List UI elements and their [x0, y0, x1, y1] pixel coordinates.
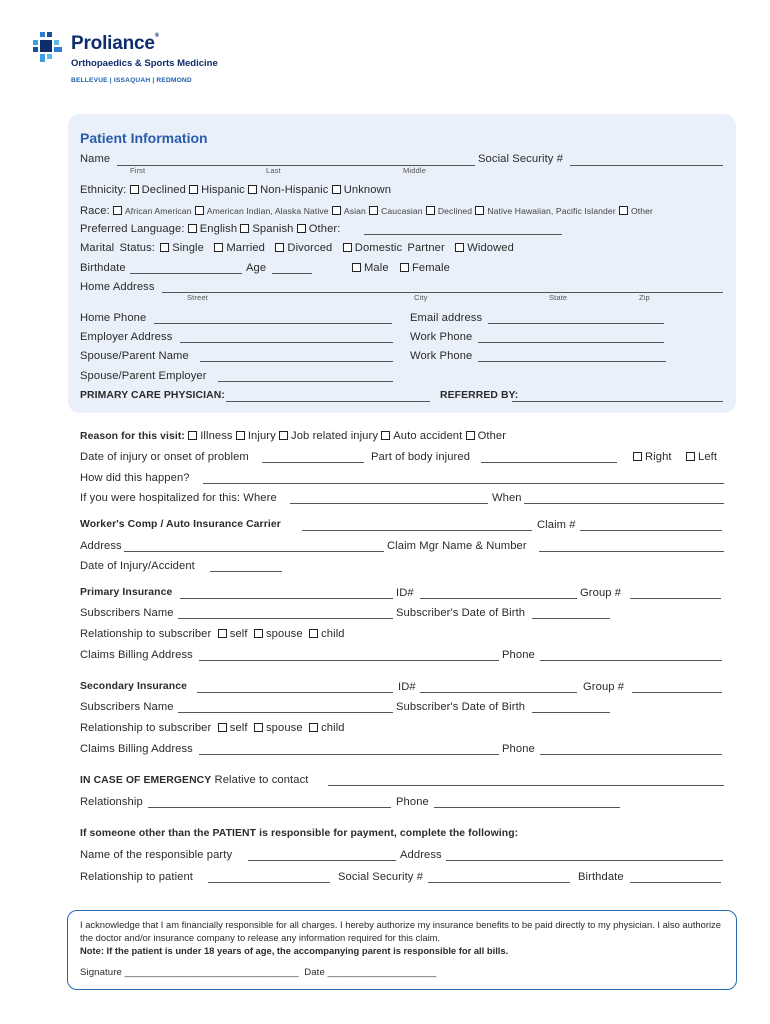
signature-field[interactable]: ________________________________ [124, 967, 299, 978]
acknowledgment-note: Note: If the patient is under 18 years of age, the accompanying parent is responsible for all bills. [80, 945, 509, 956]
language-other-option[interactable]: Other: [297, 223, 341, 235]
street-caption: Street [187, 293, 208, 302]
primary-relationship-row: Relationship to subscriber self spouse child [80, 628, 345, 640]
race-caucasian-option[interactable]: Caucasian [369, 206, 423, 216]
work-phone-field[interactable] [478, 342, 664, 343]
date-injury-label: Date of injury or onset of problem [80, 451, 249, 463]
race-asian-option[interactable]: Asian [332, 206, 366, 216]
primary-subscriber-label: Subscribers Name [80, 607, 174, 619]
responsible-name-label: Name of the responsible party [80, 849, 233, 861]
spouse-name-label: Spouse/Parent Name [80, 350, 189, 362]
primary-sub-dob-label: Subscriber's Date of Birth [396, 607, 526, 619]
language-english-option[interactable]: English [188, 223, 237, 235]
side-left-option[interactable]: Left [686, 451, 717, 463]
secondary-group-label: Group # [583, 681, 625, 693]
race-african-american-option[interactable]: African American [113, 206, 192, 216]
race-american-indian-option[interactable]: American Indian, Alaska Native [195, 206, 329, 216]
age-label: Age [246, 262, 267, 274]
emergency-relationship-label: Relationship [80, 796, 143, 808]
accident-date-label: Date of Injury/Accident [80, 560, 195, 572]
reason-illness-option[interactable]: Illness [188, 430, 232, 442]
how-happen-label: How did this happen? [80, 472, 190, 484]
age-field[interactable] [272, 273, 312, 274]
marital-domestic-partner-option[interactable]: Domestic Partner [343, 242, 445, 254]
claim-mgr-field[interactable] [539, 551, 724, 552]
state-caption: State [549, 293, 568, 302]
primary-sub-dob-field[interactable] [532, 618, 610, 619]
signature-date-field[interactable]: ____________________ [327, 967, 437, 978]
home-phone-field[interactable] [154, 323, 392, 324]
secondary-insurance-field[interactable] [197, 692, 393, 693]
claim-field[interactable] [580, 530, 722, 531]
reason-other-option[interactable]: Other [466, 430, 506, 442]
responsible-ssn-label: Social Security # [338, 871, 424, 883]
ssn-label: Social Security # [478, 153, 564, 165]
language-other-field[interactable] [364, 234, 562, 235]
sex-male-option[interactable]: Male [352, 262, 389, 274]
hospital-where-field[interactable] [290, 503, 488, 504]
carrier-label: Worker's Comp / Auto Insurance Carrier [80, 519, 281, 530]
referred-by-field[interactable] [512, 401, 723, 402]
secondary-group-field[interactable] [632, 692, 722, 693]
secondary-sub-dob-field[interactable] [532, 712, 610, 713]
primary-insurance-label: Primary Insurance [80, 587, 173, 598]
secondary-billing-label: Claims Billing Address [80, 743, 193, 755]
carrier-address-label: Address [80, 540, 122, 552]
carrier-address-field[interactable] [124, 551, 384, 552]
ethnicity-nonhispanic-option[interactable]: Non-Hispanic [248, 184, 328, 196]
responsible-name-field[interactable] [248, 860, 396, 861]
responsible-address-label: Address [400, 849, 442, 861]
reason-job-injury-option[interactable]: Job related injury [279, 430, 378, 442]
responsible-heading: If someone other than the PATIENT is responsible for payment, complete the following: [80, 828, 519, 839]
reason-row: Reason for this visit: Illness Injury Job related injury Auto accident Other [80, 430, 507, 442]
primary-id-field[interactable] [420, 598, 577, 599]
email-field[interactable] [488, 323, 664, 324]
marital-divorced-option[interactable]: Divorced [275, 242, 332, 254]
body-part-field[interactable] [481, 462, 617, 463]
spouse-work-phone-field[interactable] [478, 361, 666, 362]
language-row: Preferred Language: English Spanish Other: [80, 223, 341, 235]
brand-subtitle: Orthopaedics & Sports Medicine [71, 58, 218, 69]
marital-married-option[interactable]: Married [214, 242, 265, 254]
primary-rel-child-option[interactable]: child [309, 628, 345, 640]
home-address-label: Home Address [80, 281, 155, 293]
secondary-subscriber-label: Subscribers Name [80, 701, 174, 713]
secondary-relationship-row: Relationship to subscriber self spouse child [80, 722, 345, 734]
secondary-id-field[interactable] [420, 692, 577, 693]
secondary-rel-self-option[interactable]: self [218, 722, 248, 734]
work-phone-label: Work Phone [410, 331, 473, 343]
how-happen-field[interactable] [203, 483, 724, 484]
secondary-rel-spouse-option[interactable]: spouse [254, 722, 303, 734]
responsible-relationship-label: Relationship to patient [80, 871, 194, 883]
secondary-id-label: ID# [398, 681, 416, 693]
secondary-phone-field[interactable] [540, 754, 722, 755]
marital-widowed-option[interactable]: Widowed [455, 242, 514, 254]
emergency-row: IN CASE OF EMERGENCY Relative to contact [80, 774, 309, 786]
carrier-field[interactable] [302, 530, 532, 531]
spouse-name-field[interactable] [200, 361, 393, 362]
hospital-when-label: When [492, 492, 522, 504]
responsible-ssn-field[interactable] [428, 882, 570, 883]
race-row: Race: African American American Indian, Alaska Native Asian Caucasian Declined Native Hawaiian, Pacific Islander Other [80, 205, 653, 217]
emergency-phone-label: Phone [396, 796, 429, 808]
primary-group-label: Group # [580, 587, 622, 599]
language-spanish-option[interactable]: Spanish [240, 223, 293, 235]
employer-address-field[interactable] [180, 342, 393, 343]
sex-female-option[interactable]: Female [400, 262, 450, 274]
marital-single-option[interactable]: Single [160, 242, 204, 254]
ethnicity-unknown-option[interactable]: Unknown [332, 184, 391, 196]
patient-info-title: Patient Information [80, 130, 208, 146]
ethnicity-row: Ethnicity: Declined Hispanic Non-Hispanic Unknown [80, 184, 392, 196]
birthdate-field[interactable] [130, 273, 242, 274]
race-other-option[interactable]: Other [619, 206, 653, 216]
reason-injury-option[interactable]: Injury [236, 430, 276, 442]
brand-name: Proliance® [71, 33, 159, 54]
race-native-hawaiian-option[interactable]: Native Hawaiian, Pacific Islander [475, 206, 615, 216]
responsible-relationship-field[interactable] [208, 882, 330, 883]
ethnicity-hispanic-option[interactable]: Hispanic [189, 184, 245, 196]
marital-row: Marital Status: Single Married Divorced Domestic Partner Widowed [80, 242, 514, 254]
race-declined-option[interactable]: Declined [426, 206, 472, 216]
ssn-field[interactable] [570, 165, 723, 166]
emergency-contact-field[interactable] [328, 785, 724, 786]
primary-insurance-field[interactable] [180, 598, 393, 599]
secondary-rel-child-option[interactable]: child [309, 722, 345, 734]
reason-auto-option[interactable]: Auto accident [381, 430, 462, 442]
claim-mgr-label: Claim Mgr Name & Number [387, 540, 527, 552]
pcp-label: PRIMARY CARE PHYSICIAN: [80, 390, 225, 401]
last-caption: Last [266, 166, 281, 175]
primary-billing-field[interactable] [199, 660, 499, 661]
zip-caption: Zip [639, 293, 650, 302]
employer-address-label: Employer Address [80, 331, 173, 343]
primary-id-label: ID# [396, 587, 414, 599]
side-right-option[interactable]: Right [633, 451, 672, 463]
home-phone-label: Home Phone [80, 312, 147, 324]
hospital-where-label: If you were hospitalized for this: Where [80, 492, 277, 504]
spouse-employer-field[interactable] [218, 381, 393, 382]
referred-by-label: REFERRED BY: [440, 390, 519, 401]
spouse-work-phone-label: Work Phone [410, 350, 473, 362]
secondary-subscriber-field[interactable] [178, 712, 393, 713]
responsible-birthdate-field[interactable] [630, 882, 721, 883]
body-part-label: Part of body injured [371, 451, 471, 463]
email-label: Email address [410, 312, 483, 324]
city-caption: City [414, 293, 428, 302]
responsible-address-field[interactable] [446, 860, 723, 861]
responsible-birthdate-label: Birthdate [578, 871, 624, 883]
birthdate-label: Birthdate [80, 262, 126, 274]
secondary-sub-dob-label: Subscriber's Date of Birth [396, 701, 526, 713]
proliance-logo-icon [30, 30, 68, 68]
signature-row: Signature ________________________________ Date ____________________ [80, 967, 437, 978]
primary-subscriber-field[interactable] [178, 618, 393, 619]
ethnicity-declined-option[interactable]: Declined [130, 184, 186, 196]
primary-billing-label: Claims Billing Address [80, 649, 193, 661]
claim-label: Claim # [537, 519, 576, 531]
emergency-phone-field[interactable] [434, 807, 620, 808]
secondary-billing-field[interactable] [199, 754, 499, 755]
hospital-when-field[interactable] [524, 503, 724, 504]
primary-group-field[interactable] [630, 598, 721, 599]
accident-date-field[interactable] [210, 571, 282, 572]
first-caption: First [130, 166, 146, 175]
spouse-employer-label: Spouse/Parent Employer [80, 370, 207, 382]
primary-phone-label: Phone [502, 649, 535, 661]
primary-rel-spouse-option[interactable]: spouse [254, 628, 303, 640]
emergency-relationship-field[interactable] [148, 807, 391, 808]
brand-locations: BELLEVUE | ISSAQUAH | REDMOND [71, 77, 192, 84]
primary-phone-field[interactable] [540, 660, 722, 661]
date-injury-field[interactable] [262, 462, 364, 463]
name-label: Name [80, 153, 111, 165]
acknowledgment-text: I acknowledge that I am financially responsible for all charges. I hereby authorize my insurance benefits to be paid directly to my physician. I also authorize the doctor and/or insurance company to release any information required for this claim. Note: If the patient is under 18 years of age, the accompanying parent is responsible for all bills. [80, 919, 721, 956]
pcp-field[interactable] [226, 401, 430, 402]
secondary-insurance-label: Secondary Insurance [80, 681, 188, 692]
primary-rel-self-option[interactable]: self [218, 628, 248, 640]
secondary-phone-label: Phone [502, 743, 535, 755]
middle-caption: Middle [403, 166, 426, 175]
